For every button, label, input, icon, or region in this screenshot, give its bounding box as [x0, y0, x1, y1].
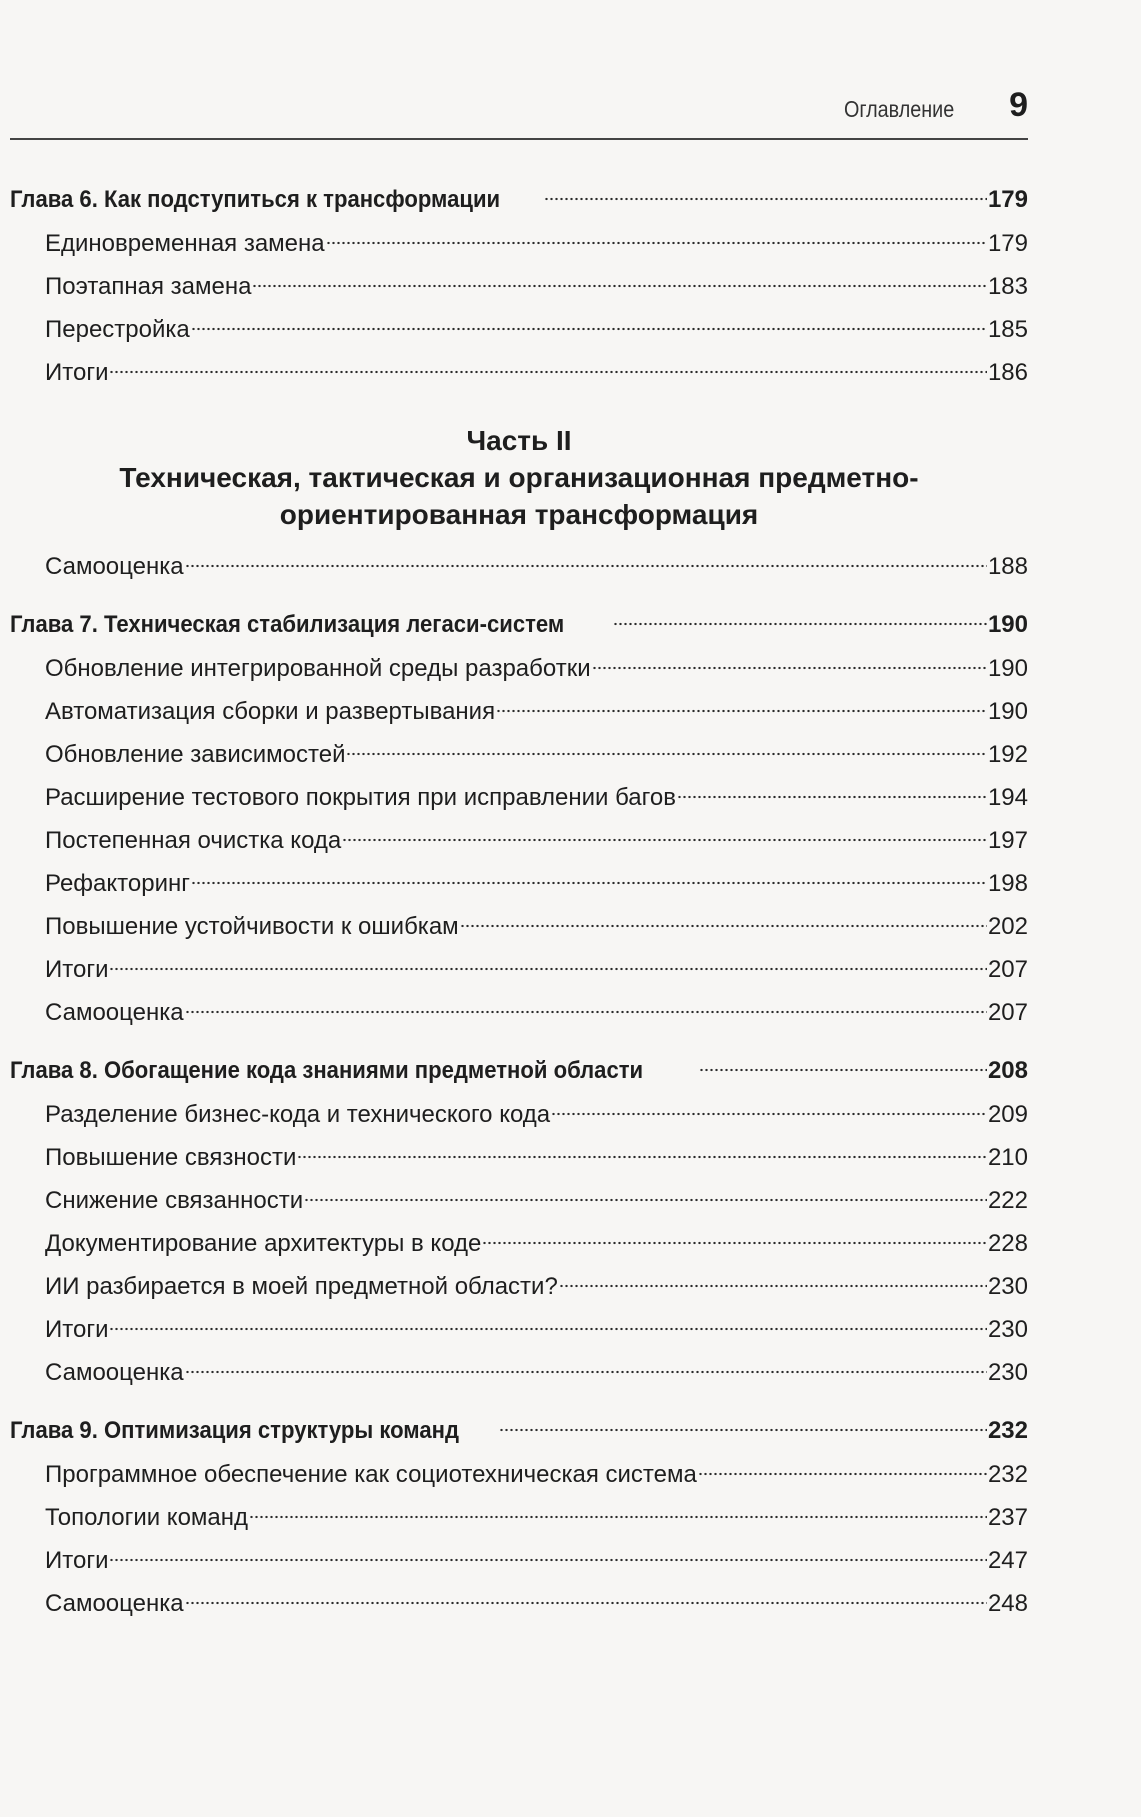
dot-leader [326, 240, 987, 246]
toc-entry [10, 1265, 1028, 1308]
section-title: Перестройка [45, 316, 190, 343]
chapter-9-entry [10, 1409, 1028, 1453]
dot-leader [342, 837, 987, 843]
section-page: 207 [987, 956, 1028, 983]
part-2-heading [10, 422, 1028, 533]
section-title: Самооценка [45, 1590, 184, 1617]
dot-leader [544, 196, 987, 202]
section-page: 230 [987, 1359, 1028, 1386]
section-page: 190 [987, 698, 1028, 725]
dot-leader [185, 1009, 987, 1015]
dot-leader [185, 1600, 987, 1606]
chapter-6-entry [10, 178, 1028, 222]
section-title: Поэтапная замена [45, 273, 252, 300]
dot-leader [191, 880, 987, 886]
dot-leader [551, 1111, 987, 1117]
toc-entry [10, 1496, 1028, 1539]
section-title: Самооценка [45, 553, 184, 580]
dot-leader [109, 966, 986, 972]
chapter-page: 232 [987, 1417, 1028, 1444]
toc-entry [10, 545, 1028, 588]
chapter-page: 190 [987, 611, 1028, 638]
dot-leader [297, 1154, 987, 1160]
section-page: 237 [987, 1504, 1028, 1531]
dot-leader [109, 1557, 986, 1563]
dot-leader [249, 1514, 987, 1520]
toc-entry [10, 733, 1028, 776]
toc-entry [10, 776, 1028, 819]
section-page: 198 [987, 870, 1028, 897]
dot-leader [185, 563, 987, 569]
section-title: Обновление интегрированной среды разработки [45, 655, 591, 682]
dot-leader [698, 1471, 987, 1477]
toc-entry [10, 690, 1028, 733]
section-title: Итоги [45, 1547, 109, 1574]
chapter-title: Глава 7. Техническая стабилизация легаси-систем [10, 611, 565, 638]
section-page: 190 [987, 655, 1028, 682]
toc-entry [10, 905, 1028, 948]
section-page: 194 [987, 784, 1028, 811]
dot-leader [109, 1326, 986, 1332]
section-title: ИИ разбирается в моей предметной области? [45, 1273, 558, 1300]
section-title: Разделение бизнес-кода и технического кода [45, 1101, 551, 1128]
dot-leader [304, 1197, 987, 1203]
section-page: 232 [987, 1461, 1028, 1488]
section-title: Итоги [45, 1316, 109, 1343]
dot-leader [109, 369, 986, 375]
dot-leader [482, 1240, 987, 1246]
toc-entry [10, 1136, 1028, 1179]
header-rule [10, 138, 1028, 140]
part-label: Часть II [466, 425, 572, 456]
dot-leader [499, 1427, 987, 1433]
chapter-9-block [10, 1409, 1028, 1625]
section-title: Самооценка [45, 1359, 184, 1386]
toc-entry [10, 1539, 1028, 1582]
section-page: 230 [987, 1316, 1028, 1343]
chapter-7-entry [10, 603, 1028, 647]
dot-leader [613, 621, 987, 627]
chapter-page: 179 [987, 186, 1028, 213]
section-title: Программное обеспечение как социотехническая система [45, 1461, 697, 1488]
section-page: 247 [987, 1547, 1028, 1574]
part-title-line-1: Техническая, тактическая и организационная предметно- [119, 462, 919, 493]
toc-entry [10, 862, 1028, 905]
chapter-6-block [10, 178, 1028, 394]
chapter-title: Глава 6. Как подступиться к трансформации [10, 186, 501, 213]
dot-leader [185, 1369, 987, 1375]
section-page: 209 [987, 1101, 1028, 1128]
section-page: 207 [987, 999, 1028, 1026]
dot-leader [496, 708, 987, 714]
section-title: Обновление зависимостей [45, 741, 346, 768]
part-title-line-2: ориентированная трансформация [279, 499, 759, 530]
section-page: 248 [987, 1590, 1028, 1617]
section-title: Повышение связности [45, 1144, 297, 1171]
section-title: Самооценка [45, 999, 184, 1026]
toc-entry [10, 948, 1028, 991]
chapter-7-block [10, 603, 1028, 1034]
section-title: Расширение тестового покрытия при исправлении багов [45, 784, 676, 811]
dot-leader [677, 794, 987, 800]
section-page: 197 [987, 827, 1028, 854]
running-header-title: Оглавление [843, 96, 954, 122]
section-page: 210 [987, 1144, 1028, 1171]
table-of-contents [10, 178, 1028, 1625]
toc-entry [10, 1222, 1028, 1265]
running-header [0, 86, 1028, 130]
toc-entry [10, 1582, 1028, 1625]
section-page: 179 [987, 230, 1028, 257]
dot-leader [346, 751, 986, 757]
chapter-title: Глава 9. Оптимизация структуры команд [10, 1417, 459, 1444]
part-2-intro-block [10, 545, 1028, 588]
section-page: 192 [987, 741, 1028, 768]
section-title: Рефакторинг [45, 870, 190, 897]
section-page: 186 [987, 359, 1028, 386]
toc-entry [10, 1093, 1028, 1136]
section-title: Снижение связанности [45, 1187, 304, 1214]
toc-entry [10, 647, 1028, 690]
toc-entry [10, 819, 1028, 862]
toc-entry [10, 351, 1028, 394]
dot-leader [191, 326, 987, 332]
section-title: Топологии команд [45, 1504, 249, 1531]
toc-entry [10, 265, 1028, 308]
toc-entry [10, 308, 1028, 351]
chapter-8-entry [10, 1049, 1028, 1093]
chapter-8-block [10, 1049, 1028, 1394]
section-page: 188 [987, 553, 1028, 580]
dot-leader [460, 923, 987, 929]
toc-entry [10, 1179, 1028, 1222]
toc-entry [10, 222, 1028, 265]
section-title: Единовременная замена [45, 230, 325, 257]
toc-entry [10, 1351, 1028, 1394]
section-page: 185 [987, 316, 1028, 343]
dot-leader [592, 665, 987, 671]
toc-entry [10, 991, 1028, 1034]
chapter-title: Глава 8. Обогащение кода знаниями предметной области [10, 1057, 644, 1084]
section-title: Документирование архитектуры в коде [45, 1230, 482, 1257]
dot-leader [699, 1067, 987, 1073]
dot-leader [559, 1283, 987, 1289]
chapter-page: 208 [987, 1057, 1028, 1084]
section-title: Повышение устойчивости к ошибкам [45, 913, 459, 940]
section-title: Автоматизация сборки и развертывания [45, 698, 496, 725]
section-page: 222 [987, 1187, 1028, 1214]
toc-entry [10, 1453, 1028, 1496]
dot-leader [252, 283, 987, 289]
section-title: Итоги [45, 359, 109, 386]
page-number: 9 [1009, 86, 1028, 124]
section-page: 202 [987, 913, 1028, 940]
section-page: 230 [987, 1273, 1028, 1300]
section-title: Итоги [45, 956, 109, 983]
section-page: 183 [987, 273, 1028, 300]
toc-entry [10, 1308, 1028, 1351]
section-title: Постепенная очистка кода [45, 827, 342, 854]
section-page: 228 [987, 1230, 1028, 1257]
